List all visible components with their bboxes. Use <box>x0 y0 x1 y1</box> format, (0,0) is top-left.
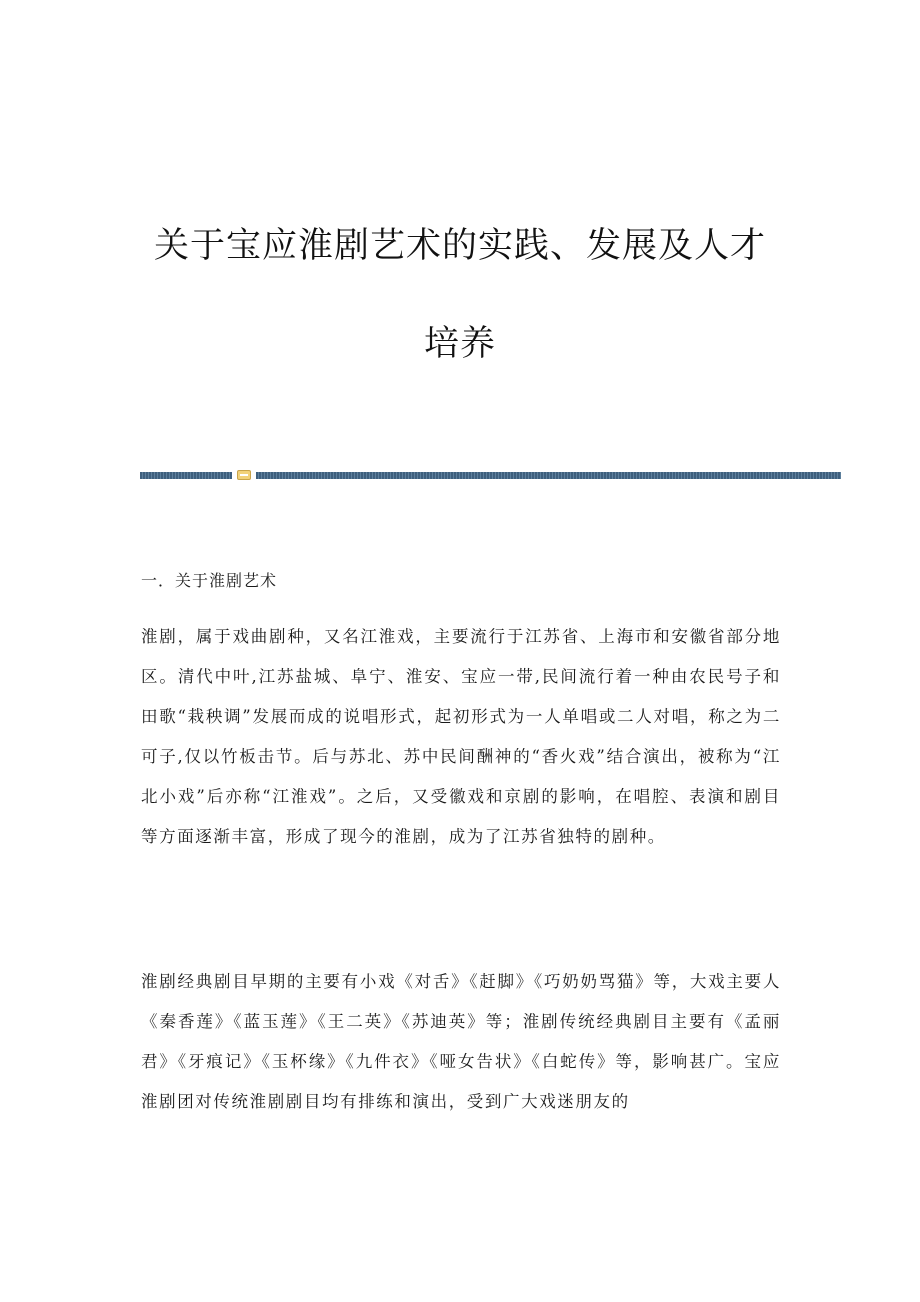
divider-ornament-icon <box>237 470 251 480</box>
body-paragraph-2: 淮剧经典剧目早期的主要有小戏《对舌》《赶脚》《巧奶奶骂猫》等，大戏主要人《秦香莲》《蓝玉莲》《王二英》《苏迪英》等；淮剧传统经典剧目主要有《孟丽君》《牙痕记》《玉杯缘》《九件衣》《哑女告状》《白蛇传》等，影响甚广。宝应淮剧团对传统淮剧剧目均有排练和演出，受到广大戏迷朋友的 <box>141 972 781 1111</box>
divider-bar-left <box>140 472 232 479</box>
document-title-line-2: 培养 <box>423 324 496 364</box>
document-title-line-1: 关于宝应淮剧艺术的实践、发展及人才 <box>153 226 766 266</box>
title-divider <box>140 469 841 481</box>
body-paragraph-1: 淮剧，属于戏曲剧种，又名江淮戏，主要流行于江苏省、上海市和安徽省部分地区。清代中叶,江苏盐城、阜宁、淮安、宝应一带,民间流行着一种由农民号子和田歌“栽秧调”发展而成的说唱形式，起初形式为一人单唱或二人对唱，称之为二可子,仅以竹板击节。后与苏北、苏中民间酬神的“香火戏”结合演出，被称为“江北小戏”后亦称“江淮戏”。之后，又受徽戏和京剧的影响，在唱腔、表演和剧目等方面逐渐丰富，形成了现今的淮剧，成为了江苏省独特的剧种。 <box>141 627 781 846</box>
divider-bar-right <box>256 472 841 479</box>
section-heading: 一．关于淮剧艺术 <box>141 571 278 590</box>
